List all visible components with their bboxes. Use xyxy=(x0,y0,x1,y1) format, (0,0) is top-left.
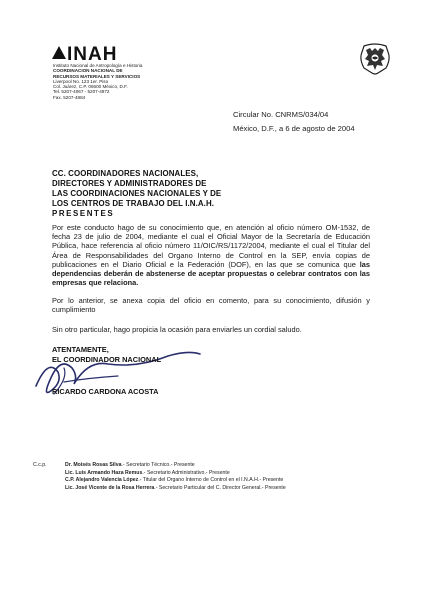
ccp-role: .- Secretario Administrativo.- Presente xyxy=(142,469,230,476)
ccp-label: C.c.p. xyxy=(33,462,47,468)
paragraph-text: Por este conducto hago de su conocimiento que, en atención al oficio número OM-1532, de fecha 23 de julio de 2004, mediante el cual el Oficial Mayor de la Secretaría de Educación Pública, hace referencia al oficio número 11/OIC/RS/1172/2004, mediante el cual el Titular del Área de Responsabilidades del Organo Interno de Control en la SEP, envía copias de publicaciones en el Diario Oficial e la Federación (DOF), en las que se comunica que xyxy=(52,223,370,269)
ccp-item xyxy=(65,470,286,478)
ccp-name: Lic. Luis Armando Haza Remus xyxy=(65,469,143,476)
ccp-role: .- Secretario Particular del C. Director General.- Presente xyxy=(154,484,286,491)
paragraph-emphasis: las dependencias deberán de abstenerse de aceptar propuestas o celebrar contratos con las empresas que relaciona. xyxy=(52,259,370,288)
letterhead-line: Tel. 5207-4067 - 5207-4972 xyxy=(53,89,110,95)
ccp-item xyxy=(65,485,286,493)
ccp-list xyxy=(65,462,286,492)
body-paragraph-3: Sin otro particular, hago propicia la ocasión para enviarles un cordial saludo. xyxy=(52,325,302,334)
addressee-block xyxy=(52,169,221,219)
ccp-name: Dr. Moisés Rosas Silva xyxy=(65,462,122,468)
letterhead-line: COORDINACION NACIONAL DE xyxy=(53,68,123,74)
ccp-name: C.P. Alejandro Valencia López xyxy=(65,477,139,484)
ccp-name: Lic. José Vicente de la Rosa Herrera xyxy=(65,484,155,491)
closing-line: EL COORDINADOR NACIONAL xyxy=(52,354,162,364)
letterhead-address xyxy=(53,63,142,100)
circular-number: Circular No. CNRMS/034/04 xyxy=(233,110,329,119)
closing-line: ATENTAMENTE, xyxy=(52,345,109,354)
letterhead-line: RECURSOS MATERIALES Y SERVICIOS xyxy=(53,73,141,79)
addressee-line: CC. COORDINADORES NACIONALES, xyxy=(52,169,199,178)
ccp-item xyxy=(65,462,286,470)
ccp-item xyxy=(65,477,286,485)
letter-date: México, D.F., a 6 de agosto de 2004 xyxy=(233,124,355,133)
letterhead-line: Instituto Nacional de Antropología e Historia xyxy=(53,63,143,68)
letterhead-line: Col. Juárez, C.P. 06600 México, D.F. xyxy=(53,84,128,90)
addressee-presentes: PRESENTES xyxy=(52,209,115,218)
body-paragraph-2: Por lo anterior, se anexa copia del oficio en comento, para su conocimiento, difusión y cumplimiento xyxy=(52,296,370,315)
signer-name: RICARDO CARDONA ACOSTA xyxy=(52,387,159,396)
addressee-line: DIRECTORES Y ADMINISTRADORES DE xyxy=(52,179,207,188)
letterhead-line: Fax. 5207-4884 xyxy=(53,94,86,100)
logo-text: INAH xyxy=(67,44,118,65)
body-paragraph-1 xyxy=(52,223,370,287)
addressee-line: LAS COORDINACIONES NACIONALES Y DE xyxy=(52,189,222,198)
inah-logo xyxy=(52,46,117,64)
ccp-role: .- Secretario Técnico.- Presente xyxy=(121,462,195,468)
letterhead-line: Liverpool No. 123 1er. Piso xyxy=(53,78,109,84)
closing-block xyxy=(52,345,161,364)
pyramid-icon xyxy=(52,46,66,59)
ccp-role: .- Titular del Organo Interno de Control en el I.N.A.H.- Presente xyxy=(138,477,284,484)
mexican-coat-of-arms-icon xyxy=(358,42,392,76)
addressee-line: LOS CENTROS DE TRABAJO DEL I.N.A.H. xyxy=(52,199,215,208)
